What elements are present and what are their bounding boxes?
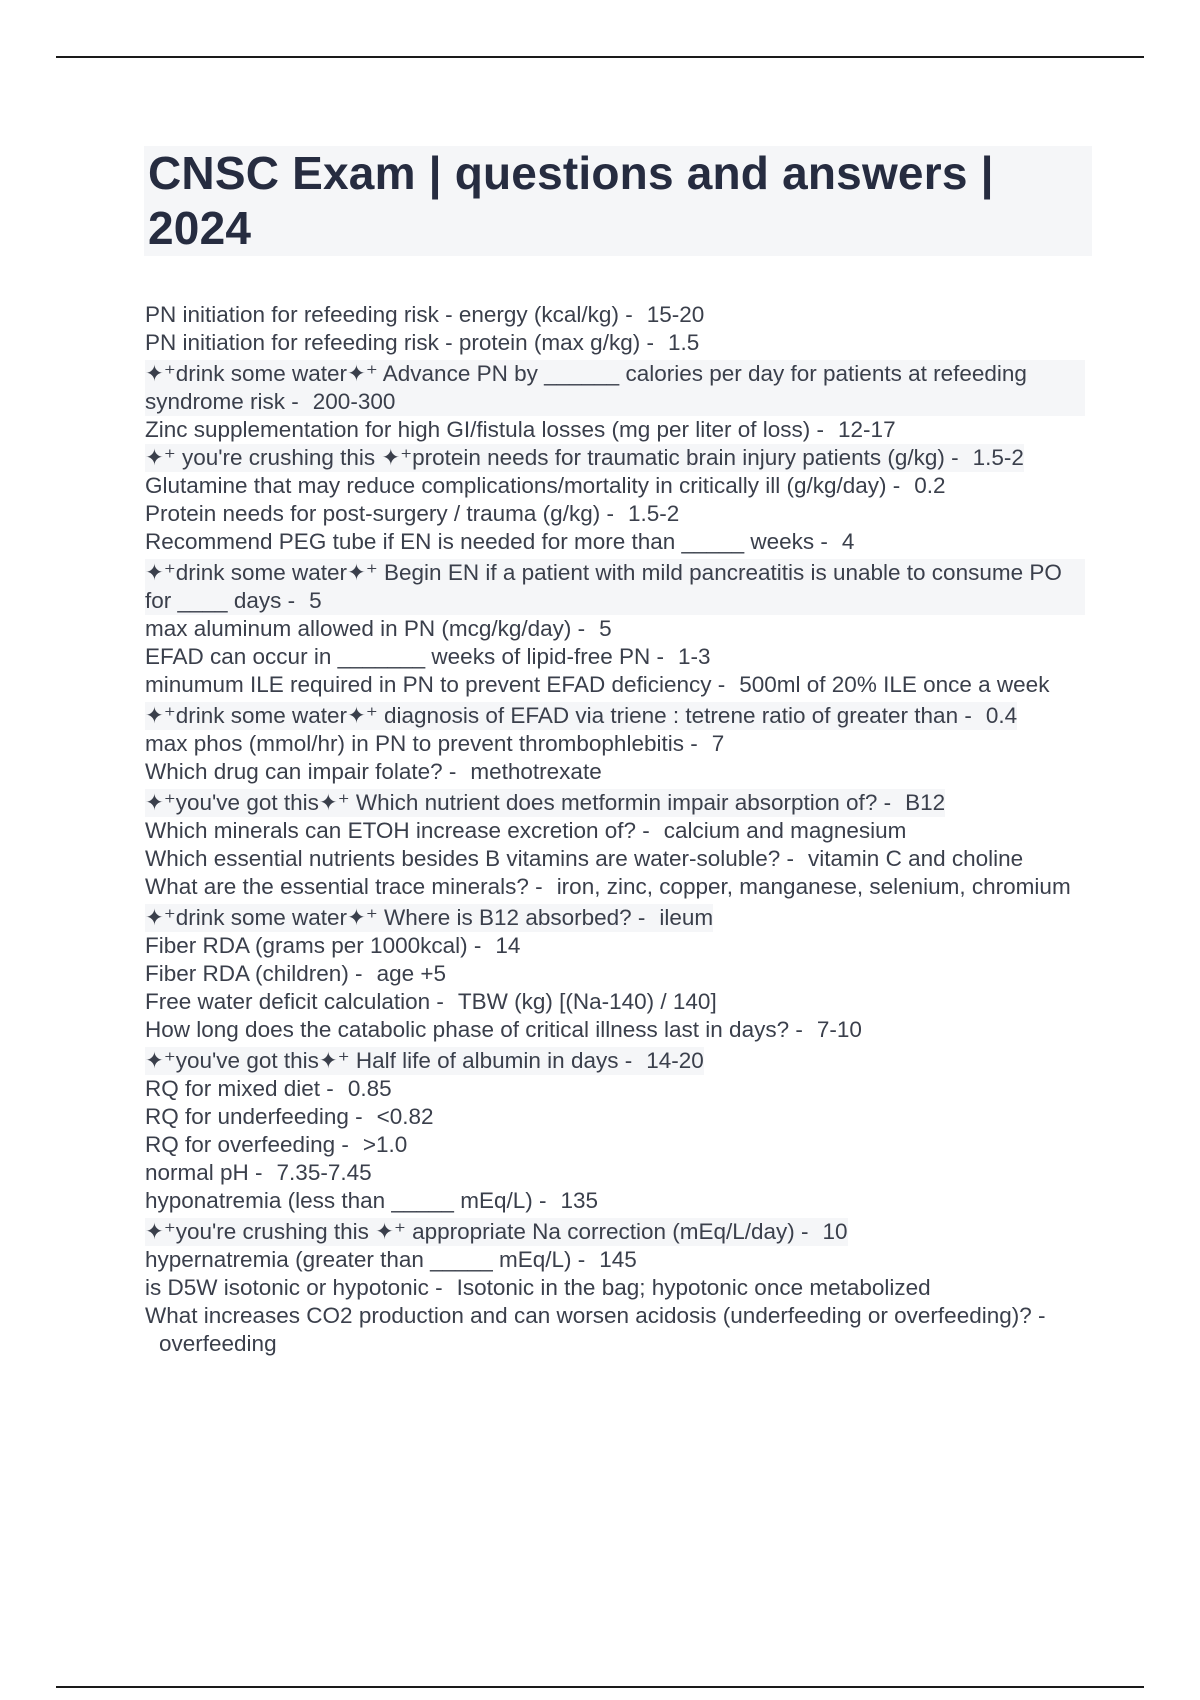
- question-text: Recommend PEG tube if EN is needed for more than _____ weeks -: [145, 529, 828, 554]
- answer-text: 10: [822, 1219, 848, 1244]
- question-text: ✦⁺drink some water✦⁺ diagnosis of EFAD via triene : tetrene ratio of greater than -: [145, 703, 972, 728]
- qa-item: [145, 1075, 1095, 1103]
- qa-item: [145, 1218, 848, 1246]
- answer-text: 0.85: [347, 1076, 392, 1101]
- qa-list: [145, 301, 1095, 1358]
- question-text: RQ for mixed diet -: [145, 1076, 334, 1101]
- qa-item: [145, 472, 1095, 500]
- answer-text: 0.4: [985, 703, 1018, 728]
- answer-text: calcium and magnesium: [663, 818, 907, 843]
- qa-item: [145, 1302, 1095, 1358]
- qa-item: [145, 643, 1095, 671]
- qa-item: [145, 360, 1085, 416]
- answer-text: overfeeding: [159, 1331, 277, 1356]
- question-text: ✦⁺you're crushing this ✦⁺ appropriate Na correction (mEq/L/day) -: [145, 1219, 809, 1244]
- qa-item: [145, 702, 1017, 730]
- qa-item: [145, 932, 1095, 960]
- question-text: Zinc supplementation for high GI/fistula losses (mg per liter of loss) -: [145, 417, 825, 442]
- answer-text: 7-10: [816, 1017, 862, 1042]
- page-title: CNSC Exam | questions and answers | 2024: [148, 147, 994, 254]
- qa-item: [145, 873, 1095, 901]
- question-text: PN initiation for refeeding risk - energy (kcal/kg) -: [145, 302, 633, 327]
- qa-item: [145, 301, 1095, 329]
- answer-text: iron, zinc, copper, manganese, selenium, chromium: [556, 874, 1071, 899]
- qa-item: [145, 1274, 1095, 1302]
- answer-text: 4: [841, 529, 855, 554]
- top-rule: [56, 56, 1144, 58]
- question-text: Glutamine that may reduce complications/mortality in critically ill (g/kg/day) -: [145, 473, 901, 498]
- answer-text: 135: [560, 1188, 599, 1213]
- bottom-rule: [56, 1686, 1144, 1688]
- question-text: ✦⁺you've got this✦⁺ Which nutrient does metformin impair absorption of? -: [145, 790, 892, 815]
- answer-text: Isotonic in the bag; hypotonic once metabolized: [456, 1275, 931, 1300]
- qa-item: [145, 845, 1095, 873]
- question-text: minumum ILE required in PN to prevent EFAD deficiency -: [145, 672, 726, 697]
- question-text: max aluminum allowed in PN (mcg/kg/day) -: [145, 616, 586, 641]
- question-text: ✦⁺ you're crushing this ✦⁺protein needs for traumatic brain injury patients (g/kg) -: [145, 445, 959, 470]
- answer-text: 1-3: [678, 644, 711, 669]
- qa-item: [145, 1103, 1095, 1131]
- qa-item: [145, 1131, 1095, 1159]
- qa-item: [145, 988, 1095, 1016]
- answer-text: B12: [905, 790, 946, 815]
- question-text: EFAD can occur in _______ weeks of lipid-free PN -: [145, 644, 665, 669]
- answer-text: methotrexate: [470, 759, 602, 784]
- answer-text: 1.5-2: [972, 445, 1024, 470]
- answer-text: 5: [599, 616, 612, 641]
- title-block: [144, 146, 1092, 256]
- question-text: ✦⁺drink some water✦⁺ Advance PN by ______ calories per day for patients at refeeding syndrome risk -: [145, 361, 1027, 414]
- qa-item: [145, 730, 1095, 758]
- qa-item: [145, 416, 1095, 444]
- question-text: RQ for underfeeding -: [145, 1104, 363, 1129]
- qa-item: [145, 1016, 1095, 1044]
- qa-item: [145, 1159, 1095, 1187]
- question-text: ✦⁺you've got this✦⁺ Half life of albumin in days -: [145, 1048, 633, 1073]
- question-text: Fiber RDA (grams per 1000kcal) -: [145, 933, 482, 958]
- answer-text: 5: [309, 588, 322, 613]
- answer-text: 1.5: [667, 330, 700, 355]
- question-text: Which minerals can ETOH increase excretion of? -: [145, 818, 650, 843]
- question-text: Which drug can impair folate? -: [145, 759, 457, 784]
- answer-text: age +5: [376, 961, 447, 986]
- answer-text: <0.82: [376, 1104, 434, 1129]
- answer-text: vitamin C and choline: [808, 846, 1024, 871]
- qa-item: [145, 329, 1095, 357]
- answer-text: ileum: [659, 905, 714, 930]
- question-text: Fiber RDA (children) -: [145, 961, 363, 986]
- qa-item: [145, 758, 1095, 786]
- qa-item: [145, 444, 1024, 472]
- question-text: Which essential nutrients besides B vitamins are water-soluble? -: [145, 846, 795, 871]
- qa-item: [145, 528, 1095, 556]
- qa-item: [145, 904, 713, 932]
- question-text: ✦⁺drink some water✦⁺ Where is B12 absorbed? -: [145, 905, 646, 930]
- qa-item: [145, 1047, 704, 1075]
- answer-text: 12-17: [838, 417, 896, 442]
- question-text: RQ for overfeeding -: [145, 1132, 349, 1157]
- qa-item: [145, 615, 1095, 643]
- answer-text: 7: [711, 731, 725, 756]
- question-text: What are the essential trace minerals? -: [145, 874, 543, 899]
- question-text: normal pH -: [145, 1160, 263, 1185]
- answer-text: 145: [599, 1247, 637, 1272]
- qa-item: [145, 500, 1095, 528]
- question-text: max phos (mmol/hr) in PN to prevent thrombophlebitis -: [145, 731, 698, 756]
- question-text: How long does the catabolic phase of critical illness last in days? -: [145, 1017, 803, 1042]
- qa-item: [145, 1246, 1095, 1274]
- answer-text: TBW (kg) [(Na-140) / 140]: [457, 989, 717, 1014]
- question-text: hypernatremia (greater than _____ mEq/L) -: [145, 1247, 586, 1272]
- qa-item: [145, 817, 1095, 845]
- question-text: What increases CO2 production and can worsen acidosis (underfeeding or overfeeding)? -: [145, 1303, 1046, 1328]
- answer-text: 500ml of 20% ILE once a week: [739, 672, 1050, 697]
- question-text: PN initiation for refeeding risk - protein (max g/kg) -: [145, 330, 654, 355]
- question-text: Protein needs for post-surgery / trauma (g/kg) -: [145, 501, 614, 526]
- answer-text: 1.5-2: [627, 501, 680, 526]
- question-text: ✦⁺drink some water✦⁺ Begin EN if a patient with mild pancreatitis is unable to consume PO for ____ days -: [145, 560, 1062, 613]
- question-text: Free water deficit calculation -: [145, 989, 444, 1014]
- qa-item: [145, 671, 1095, 699]
- qa-item: [145, 960, 1095, 988]
- answer-text: 14: [495, 933, 521, 958]
- answer-text: 14-20: [646, 1048, 704, 1073]
- answer-text: 0.2: [914, 473, 946, 498]
- answer-text: 7.35-7.45: [276, 1160, 372, 1185]
- qa-item: [145, 1187, 1095, 1215]
- answer-text: 200-300: [312, 389, 396, 414]
- question-text: hyponatremia (less than _____ mEq/L) -: [145, 1188, 547, 1213]
- qa-item: [145, 559, 1085, 615]
- qa-item: [145, 789, 945, 817]
- answer-text: >1.0: [362, 1132, 408, 1157]
- answer-text: 15-20: [646, 302, 705, 327]
- question-text: is D5W isotonic or hypotonic -: [145, 1275, 443, 1300]
